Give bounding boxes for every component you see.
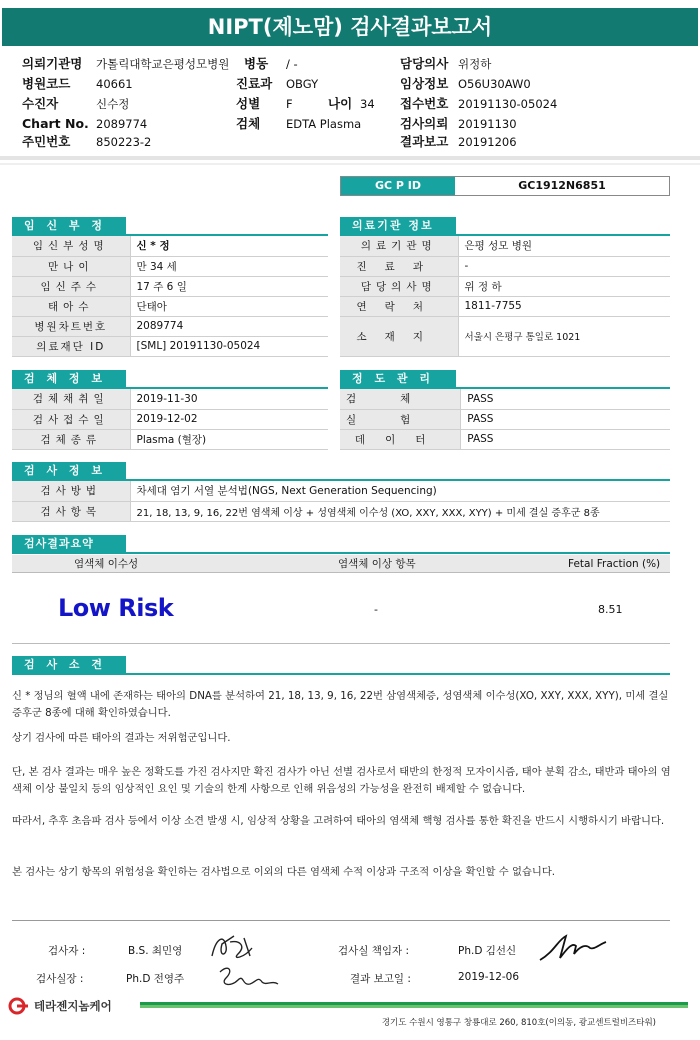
- summary-col-abnormal: 염색체 이상 항목: [338, 558, 416, 570]
- table-row: [340, 316, 670, 356]
- reception-label: 접수번호: [400, 96, 449, 111]
- findings-line: [12, 673, 670, 675]
- row-key: 검체채취일: [12, 389, 130, 409]
- row-key: 검체: [340, 389, 461, 409]
- findings-paragraph-5: 본 검사는 상기 항목의 위험성을 확인하는 검사법으로 이외의 다른 염색체 수적 이상과 구조적 이상을 확인할 수 없습니다.: [12, 866, 556, 878]
- findings-paragraph-2: 상기 검사에 따른 태아의 결과는 저위험군입니다.: [12, 732, 231, 744]
- institution-info-heading: 의료기관 정보: [340, 217, 456, 235]
- row-value: 은평 성모 병원: [458, 236, 670, 256]
- table-row: [12, 501, 670, 521]
- findings-heading: 검 사 소 견: [12, 656, 126, 674]
- row-key: 검체종류: [12, 429, 130, 449]
- row-value: 신 * 정: [130, 236, 328, 256]
- row-value: 17 주 6 일: [130, 276, 328, 296]
- table-row: [340, 429, 670, 449]
- specimen-info-table: [12, 389, 328, 450]
- clinical-value: O56U30AW0: [458, 77, 531, 91]
- request-value: 20191130: [458, 117, 517, 131]
- table-row: [12, 389, 328, 409]
- logo-mark-icon: [8, 997, 30, 1015]
- hospital-code-value: 40661: [96, 77, 133, 91]
- test-info-table: [12, 481, 670, 522]
- specimen-value: EDTA Plasma: [286, 117, 362, 131]
- doctor-label: 담당의사: [400, 56, 449, 71]
- director-signature: [214, 962, 282, 992]
- chart-label: Chart No.: [22, 116, 89, 131]
- row-value: 서울시 은평구 통일로 1021: [458, 316, 670, 356]
- gc-pid-value: GC1912N6851: [518, 179, 606, 192]
- row-key: 검사접수일: [12, 409, 130, 429]
- request-label: 검사의뢰: [400, 116, 449, 131]
- test-info-heading: 검 사 정 보: [12, 462, 126, 480]
- tester-signature: [204, 930, 264, 964]
- clinical-label: 임상정보: [400, 76, 449, 91]
- table-row: [12, 236, 328, 256]
- institution-label: 의뢰기관명: [22, 56, 83, 71]
- row-key: 데이터: [340, 429, 461, 449]
- qc-info-heading: 정 도 관 리: [340, 370, 456, 388]
- sex-value: F: [286, 97, 293, 111]
- row-key: 임신주수: [12, 276, 130, 296]
- row-key: 연락처: [340, 296, 458, 316]
- director-label: 검사실장 :: [36, 973, 84, 985]
- row-key: 실험: [340, 409, 461, 429]
- ward-label: 병동: [244, 56, 269, 71]
- row-key: 만나이: [12, 256, 130, 276]
- result-low-risk: Low Risk: [58, 594, 174, 622]
- table-row: [12, 316, 328, 336]
- summary-header-row: [12, 555, 670, 573]
- table-row: [340, 256, 670, 276]
- hospital-code-label: 병원코드: [22, 76, 71, 91]
- header-divider: [0, 156, 700, 160]
- report-header: [0, 54, 700, 154]
- report-value: 20191206: [458, 135, 517, 149]
- row-value: -: [458, 256, 670, 276]
- findings-paragraph-1: 신 * 정님의 혈액 내에 존재하는 태아의 DNA를 분석하여 21, 18, 13, 9, 16, 22번 삼염색체증, 성염색체 이수성(XO, XXY, XXX, XYY), 미세 결실 증후군 8종에 대해 확인하였습니다.: [12, 690, 669, 719]
- table-row: [12, 429, 328, 449]
- row-value: 위 정 하: [458, 276, 670, 296]
- report-date-label: 결과 보고일 :: [350, 973, 411, 985]
- row-key: 담당의사명: [340, 276, 458, 296]
- row-value: 2089774: [130, 316, 328, 336]
- findings-paragraph-3: 단, 본 검사 결과는 매우 높은 정확도를 가진 검사지만 확진 검사가 아닌 선별 검사로서 태반의 한정적 모자이시즘, 태아 분획 감소, 태반과 태아의 염색체 이상 불일치 등의 임상적인 요인 및 기술의 한계 사항으로 인해 위음성의 가능성을 완전히 배제할 수 없습니다.: [12, 766, 671, 795]
- company-logo: [8, 996, 112, 1016]
- findings-paragraph-4: 따라서, 추후 초음파 검사 등에서 이상 소견 발생 시, 임상적 상황을 고려하여 태아의 염색체 핵형 검사를 통한 확진을 반드시 시행하시기 바랍니다.: [12, 815, 665, 827]
- row-value: 만 34 세: [130, 256, 328, 276]
- signature-divider: [12, 920, 670, 921]
- gc-pid-label: GC P ID: [341, 177, 455, 195]
- doctor-value: 위정하: [458, 57, 492, 71]
- table-row: [12, 481, 670, 501]
- table-row: [340, 296, 670, 316]
- specimen-info-heading: 검 체 정 보: [12, 370, 126, 388]
- row-value: [SML] 20191130-05024: [130, 336, 328, 356]
- sex-label: 성별: [236, 96, 261, 111]
- row-value: 2019-12-02: [130, 409, 328, 429]
- patient-value: 신수정: [96, 97, 130, 111]
- row-key: 진료과: [340, 256, 458, 276]
- specimen-label: 검체: [236, 116, 261, 131]
- tester-name: B.S. 최민영: [128, 945, 183, 957]
- row-key: 의료재단 ID: [12, 336, 130, 356]
- row-value: 단태아: [130, 296, 328, 316]
- department-value: OBGY: [286, 77, 319, 91]
- table-row: [340, 276, 670, 296]
- table-row: [12, 276, 328, 296]
- tester-label: 검사자 :: [48, 945, 86, 957]
- summary-divider: [12, 643, 670, 644]
- row-key: 태아수: [12, 296, 130, 316]
- table-row: [340, 389, 670, 409]
- summary-heading: 검사결과요약: [12, 535, 126, 553]
- patient-label: 수진자: [22, 96, 59, 111]
- age-label: 나이: [328, 96, 353, 111]
- id-label: 주민번호: [22, 134, 71, 149]
- summary-col-aneuploidy: 염색체 이수성: [74, 558, 139, 570]
- summary-col-fetal-fraction: Fetal Fraction (%): [568, 558, 661, 570]
- pregnant-info-table: [12, 236, 328, 357]
- institution-value: 가톨릭대학교은평성모병원: [96, 57, 230, 71]
- age-value: 34: [360, 97, 375, 111]
- row-key: 임신부성명: [12, 236, 130, 256]
- row-value: Plasma (혈장): [130, 429, 328, 449]
- report-date-value: 2019-12-06: [458, 971, 520, 983]
- summary-line: [12, 552, 670, 554]
- chart-value: 2089774: [96, 117, 148, 131]
- id-value: 850223-2: [96, 135, 152, 149]
- director-name: Ph.D 전영주: [126, 973, 185, 985]
- summary-fetal-fraction-value: 8.51: [598, 603, 623, 616]
- lab-head-label: 검사실 책임자 :: [338, 945, 410, 957]
- row-key: 검사방법: [12, 481, 130, 501]
- row-value: 1811-7755: [458, 296, 670, 316]
- table-row: [340, 409, 670, 429]
- footer-stripe: [140, 1002, 688, 1008]
- ward-value: / -: [286, 57, 298, 71]
- department-label: 진료과: [236, 76, 273, 91]
- row-value: 2019-11-30: [130, 389, 328, 409]
- row-key: 의료기관명: [340, 236, 458, 256]
- table-row: [12, 256, 328, 276]
- reception-value: 20191130-05024: [458, 97, 558, 111]
- row-value: PASS: [461, 429, 670, 449]
- row-value: PASS: [461, 389, 670, 409]
- institution-info-table: [340, 236, 670, 357]
- row-value: PASS: [461, 409, 670, 429]
- table-row: [12, 336, 328, 356]
- qc-info-table: [340, 389, 670, 450]
- lab-head-signature: [536, 930, 608, 966]
- row-key: 소재지: [340, 316, 458, 356]
- lab-head-name: Ph.D 김선신: [458, 945, 517, 957]
- table-row: [12, 409, 328, 429]
- report-label: 결과보고: [400, 134, 449, 149]
- row-value: 21, 18, 13, 9, 16, 22번 염색체 이상 + 성염색체 이수성 (XO, XXY, XXX, XYY) + 미세 결실 증후군 8종: [130, 501, 670, 521]
- summary-abnormal-value: -: [374, 603, 378, 616]
- gc-pid-box: [340, 176, 670, 196]
- pregnant-info-heading: 임 신 부 정: [12, 217, 126, 235]
- logo-text: 테라젠지놈케어: [34, 999, 112, 1013]
- table-row: [340, 236, 670, 256]
- report-title: NIPT(제노맘) 검사결과보고서: [2, 8, 698, 46]
- row-key: 검사항목: [12, 501, 130, 521]
- row-value: 차세대 염기 서열 분석법(NGS, Next Generation Sequencing): [130, 481, 670, 501]
- row-key: 병원차트번호: [12, 316, 130, 336]
- footer-address: 경기도 수원시 영통구 창룡대로 260, 810호(이의동, 광교센트럴비즈타워): [381, 1018, 656, 1028]
- table-row: [12, 296, 328, 316]
- header-divider-thin: [0, 163, 700, 165]
